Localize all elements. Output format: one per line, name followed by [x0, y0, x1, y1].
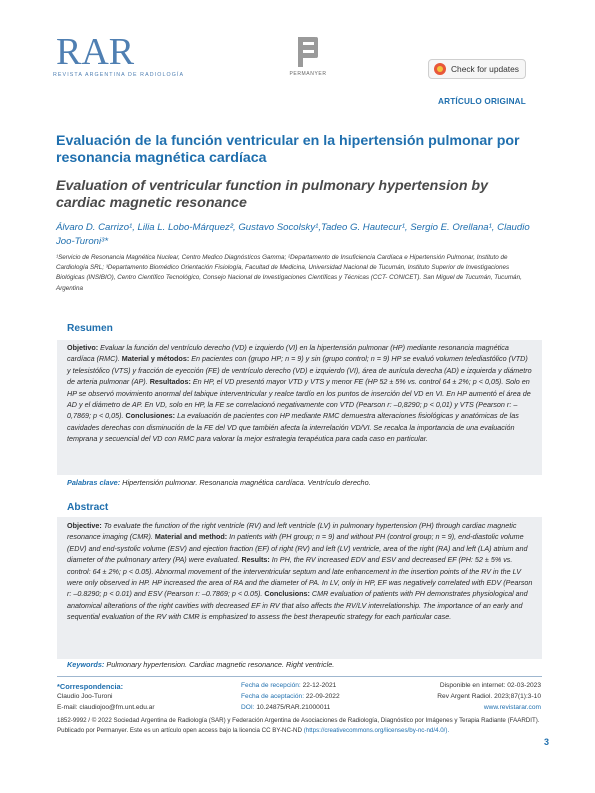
correspondence-name: Claudio Joo-Turoni: [57, 693, 113, 700]
doi-label: DOI:: [241, 704, 255, 711]
resumen-heading: Resumen: [67, 323, 113, 334]
correspondence-email[interactable]: E-mail: claudiojoo@fm.unt.edu.ar: [57, 704, 155, 711]
doi: [241, 704, 330, 711]
title-spanish: Evaluación de la función ventricular en la hipertensión pulmonar por resonancia magnética cardíaca: [56, 133, 520, 166]
resultados-label: Resultados:: [149, 377, 191, 387]
objective-text: To evaluate the function of the right ventricle (RV) and left ventricle (LV) in pulmonary hypertension (PH) through cardiac magnetic resonance imaging (CMR).: [67, 521, 517, 542]
conclusiones-text: La evaluación de pacientes con HP mediante RMC demuestra alteraciones fisiológicas y anatómicas de las cavidades derechas con disminución de la FE del VD que también afecta la interrelación VD/VI. Se recalca la importancia de una evaluación temprana y secuencial del VD con RMC para valorar la mejor estrategia terapéutica para cada caso en particular.: [67, 411, 519, 444]
license-link[interactable]: (https://creativecommons.org/licenses/by-nc-nd/4.0/).: [303, 727, 450, 734]
correspondence-label: *Correspondencia:: [57, 682, 124, 691]
website-link[interactable]: www.revistarar.com: [483, 704, 541, 711]
conclusiones-label: Conclusiones:: [125, 411, 176, 421]
article-type: ARTÍCULO ORIGINAL: [438, 97, 526, 106]
footer-divider: [57, 676, 542, 677]
permanyer-logo-icon: [297, 37, 319, 67]
conclusions-text: CMR evaluation of patients with PH demonstrates physiological and anatomical alterations of the right cavities with decreased EF in RV that also affects the RV/LV interrelationship. The importance of an early and sequential evaluation of the RV with CMR is emphasized to assess the best therapeutic strategy for each particular case.: [67, 589, 528, 622]
results-label: Results:: [241, 555, 270, 565]
method-text: In patients with (PH group; n = 9) and without PH (control group; n = 9), end-diastolic volume (EDV) and end-systolic volume (ESV) and ejection fraction (EF) of right (RV) and left (LV) ventricle, area of the right (RA) and left (LA) atrium and diameter of the pulmonary artery (PA) were evaluated.: [67, 532, 528, 565]
crossmark-icon: [434, 63, 446, 75]
palabras-clave: [67, 478, 371, 487]
accepted-label: Fecha de aceptación:: [241, 693, 305, 700]
received-value: 22-12-2021: [300, 682, 337, 689]
check-updates-button[interactable]: [428, 59, 526, 79]
journal-logo: RAR: [56, 31, 135, 73]
accepted-value: 22-09-2022: [304, 693, 340, 700]
abstract-heading: Abstract: [67, 502, 109, 513]
objetivo-text: Evaluar la función del ventrículo derecho (VD) e izquierdo (VI) en la hipertensión pulmonar (HP) mediante resonancia magnética cardíaca (RMC).: [67, 343, 509, 364]
received-label: Fecha de recepción:: [241, 682, 301, 689]
objective-label: Objective:: [67, 521, 102, 530]
check-updates-label: Check for updates: [451, 64, 519, 74]
palabras-clave-text: Hipertensión pulmonar. Resonancia magnética cardíaca. Ventrículo derecho.: [120, 478, 371, 487]
title-english: Evaluation of ventricular function in pulmonary hypertension by cardiac magnetic resonance: [56, 178, 488, 211]
keywords-label: Keywords:: [67, 660, 105, 669]
resultados-text: En HP, el VD presentó mayor VTD y VTS y menor FE (HP 52 ± 5% vs. control 64 ± 2%; p < 0,05). Solo en HP se observó movimiento anormal del tabique interventricular y realce tardío en los puntos de inserción del VD en VI. En HP aumentó el área de AD y el diámetro de AP. En VD, solo en HP, la FE se correlacionó negativamente con VTD (Pearson r: –0,8290; p < 0,01) y VTS (Pearson r: –0,7869; p < 0,05).: [67, 377, 531, 421]
keywords-text: Pulmonary hypertension. Cardiac magnetic resonance. Right ventricle.: [104, 660, 335, 669]
page-number: 3: [543, 737, 549, 747]
author-list: Álvaro D. Carrizo¹, Lilia L. Lobo-Márquez², Gustavo Socolsky¹,Tadeo G. Hautecur¹, Sergio E. Orellana¹, Claudio Joo-Turoni³*: [56, 222, 530, 247]
journal-name: REVISTA ARGENTINA DE RADIOLOGÍA: [53, 72, 185, 78]
citation: Rev Argent Radiol. 2023;87(1):3-10: [437, 693, 541, 700]
online-date: Disponible en internet: 02-03-2023: [439, 682, 541, 689]
objetivo-label: Objetivo:: [67, 343, 99, 352]
copyright-notice: [57, 716, 541, 736]
accepted-date: [241, 693, 340, 700]
metodos-label: Material y métodos:: [121, 354, 190, 364]
palabras-clave-label: Palabras clave:: [67, 478, 121, 487]
copyright-text: 1852-9992 / © 2022 Sociedad Argentina de Radiología (SAR) y Federación Argentina de Asociaciones de Radiología, Diagnóstico por Imágenes y Terapia Radiante (FAARDIT). Publicado por Permanyer. Este es un artículo open access bajo la licencia CC BY-NC-ND: [57, 717, 540, 734]
publisher-name: PERMANYER: [289, 71, 327, 77]
doi-value[interactable]: 10.24875/RAR.21000011: [254, 704, 331, 711]
affiliations: ¹Servicio de Resonancia Magnética Nuclear, Centro Medico Diagnósticos Gamma; ²Departamento de Insuficiencia Cardíaca e Hipertensión Pulmonar, Instituto de Cardiología SRL; ³Departamento Biomédico Orientación Fisiología, Facultad de Medicina, Universidad Nacional de Tucumán, Instituto Superior de Investigaciones Biológicas (INSIBIO), Centro Científico Tecnológico, Consejo Nacional de Investigaciones Científicas y Técnicas (CCT- CONICET). San Miguel de Tucumán, Tucumán, Argentina: [56, 254, 522, 292]
resumen-text: [67, 342, 533, 445]
metodos-text: En pacientes con (grupo HP; n = 9) y sin (grupo control; n = 9) HP se evaluó volumen telediastólico (VTD) y telesistólico (VTS) y fracción de eyección (FE) de ventrículo derecho (VD) e izquierdo (VI), área de aurícula derecha (AD) e izquierda y diámetro de arteria pulmonar (AP).: [67, 354, 532, 387]
abstract-text: [67, 520, 533, 623]
method-label: Material and method:: [154, 532, 228, 542]
results-text: In PH, the RV increased EDV and ESV and decreased EF (PH: 52 ± 5% vs. control: 64 ± 2%; p < 0.05). Abnormal movement of the interventricular septum and late enhancement in the insertion points of the RV in the LV were only observed in HP. HP increased the area of RA and the diameter of PA. In LV, only in HP, EF was negatively correlated with EDV (Pearson r: –0.8290; p < 0.01) and ESV (Pearson r: –0.7869; p < 0.05).: [67, 555, 533, 599]
conclusions-label: Conclusions:: [264, 589, 310, 599]
keywords: [67, 660, 334, 669]
received-date: [241, 682, 336, 689]
